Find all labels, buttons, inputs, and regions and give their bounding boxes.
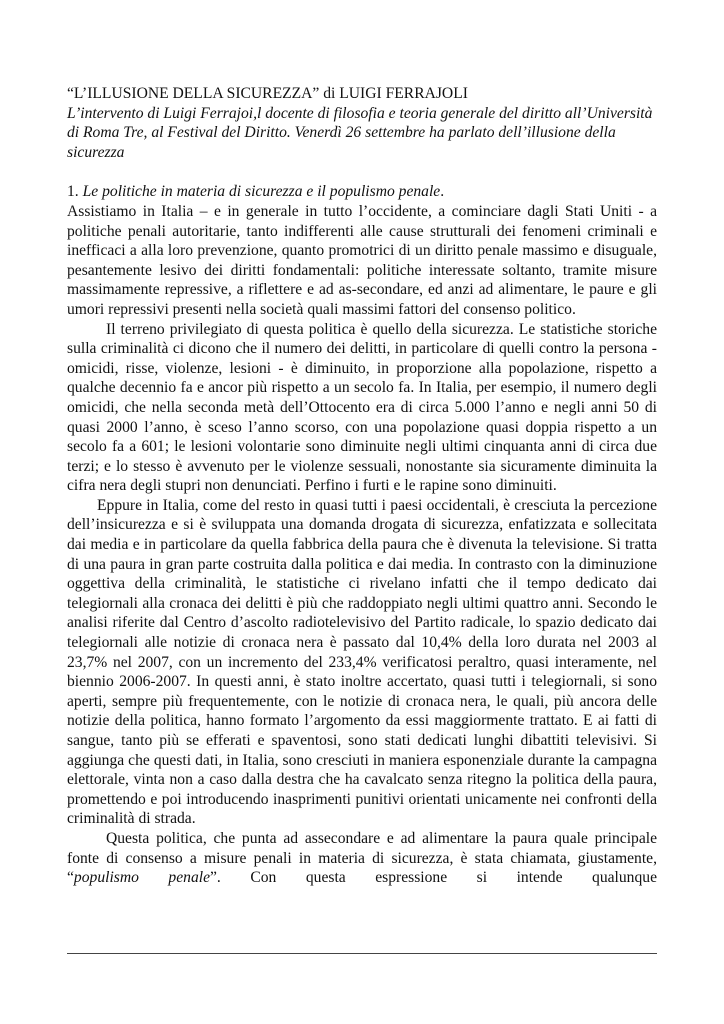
paragraph-4 bbox=[67, 829, 657, 888]
intro-text: L’intervento di Luigi Ferrajoi,l docente di filosofia e teoria generale del diritto all’Università di Roma Tre, al Festival del Diritto. Venerdì 26 settembre ha parlato dell’illusione della sicurezza bbox=[67, 104, 653, 161]
section-heading bbox=[67, 182, 657, 202]
section-heading-end: . bbox=[440, 183, 445, 201]
paragraph-3: Eppure in Italia, come del resto in quasi tutti i paesi occidentali, è cresciuta la percezione dell’insicurezza e si è sviluppata una domanda drogata di sicurezza, enfatizzata e sollecitata dai media e in particolare da quella fabbrica della paura che è divenuta la televisione. Si tratta di una paura in gran parte costruita dalla politica e dai media. In contrasto con la diminuzione oggettiva della criminalità, le statistiche ci rivelano infatti che il tempo dedicato dai telegiornali alla cronaca dei delitti è più che raddoppiato negli ultimi quattro anni. Secondo le analisi riferite dal Centro d’ascolto radiotelevisivo del Partito radicale, lo spazio dedicato dai telegiornali alle notizie di cronaca nera è passato dal 10,4% della loro durata nel 2003 al 23,7% nel 2007, con un incremento del 233,4% verificatosi peraltro, quasi interamente, nel biennio 2006-2007. In questi anni, è stato inoltre accertato, quasi tutti i telegiornali, si sono aperti, sempre più frequentemente, con le notizie di cronaca nera, le quali, più ancora delle notizie della politica, hanno formato l’argomento da essi maggiormente trattato. E ai fatti di sangue, tanto più se efferati e spaventosi, sono stati dedicati lunghi dibattiti televisivi. Si aggiunga che questi dati, in Italia, sono cresciuti in maniera esponenziale durante la campagna elettorale, vinta non a caso dalla destra che ha cavalcato senza ritegno la politica della paura, promettendo e poi introducendo inasprimenti punitivi orientati unicamente nei confronti della criminalità di strada. bbox=[67, 496, 657, 828]
paragraph-1: Assistiamo in Italia – e in generale in tutto l’occidente, a cominciare dagli Stati Uniti - a politiche penali autoritarie, tanto indifferenti alle cause strutturali dei fenomeni criminali e inefficaci a alla loro prevenzione, quanto promotrici di un diritto penale massimo e disuguale, pesantemente lesivo dei diritti fondamentali: politiche interessate soltanto, tramite misure massimamente repressive, a riflettere e ad as-secondare, ed anzi ad alimentare, le paure e gli umori repressivi presenti nella società quali massimi fattori del consenso politico. bbox=[67, 202, 657, 318]
paragraph-2: Il terreno privilegiato di questa politica è quello della sicurezza. Le statistiche storiche sulla criminalità ci dicono che il numero dei delitti, in particolare di quelli contro la persona - omicidi, risse, violenze, lesioni - è diminuito, in proporzione alla popolazione, rispetto a qualche decennio fa e ancor più rispetto a un secolo fa. In Italia, per esempio, il numero degli omicidi, che nella seconda metà dell’Ottocento era di circa 5.000 l’anno e negli anni 50 di quasi 2000 l’anno, è sceso l’anno scorso, con una popolazione quasi doppia rispetto a un secolo fa a 601; le lesioni volontarie sono diminuite negli ultimi cinquanta anni di circa due terzi; e lo stesso è avvenuto per le violenze sessuali, nonostante sia sicuramente diminuita la cifra nera degli stupri non denunciati. Perfino i furti e le rapine sono diminuiti. bbox=[67, 320, 657, 495]
document-title: “L’ILLUSIONE DELLA SICUREZZA” di LUIGI FERRAJOLI bbox=[67, 85, 468, 102]
footer-divider bbox=[67, 953, 657, 954]
paragraph-4-start: Questa politica, che punta ad assecondare e ad alimentare la paura quale principale fonte di consenso a misure penali in materia di sicurezza, è stata chiamata, giustamente, “ bbox=[67, 829, 657, 887]
paragraph-4-end: ”. Con questa espressione si intende qualunque bbox=[210, 869, 657, 887]
section-number: 1. bbox=[67, 183, 79, 201]
spacer bbox=[67, 162, 657, 182]
document-page bbox=[67, 84, 657, 888]
section-heading-text: Le politiche in materia di sicurezza e il populismo penale bbox=[82, 183, 441, 201]
paragraph-4-emphasis: populismo penale bbox=[73, 869, 210, 887]
